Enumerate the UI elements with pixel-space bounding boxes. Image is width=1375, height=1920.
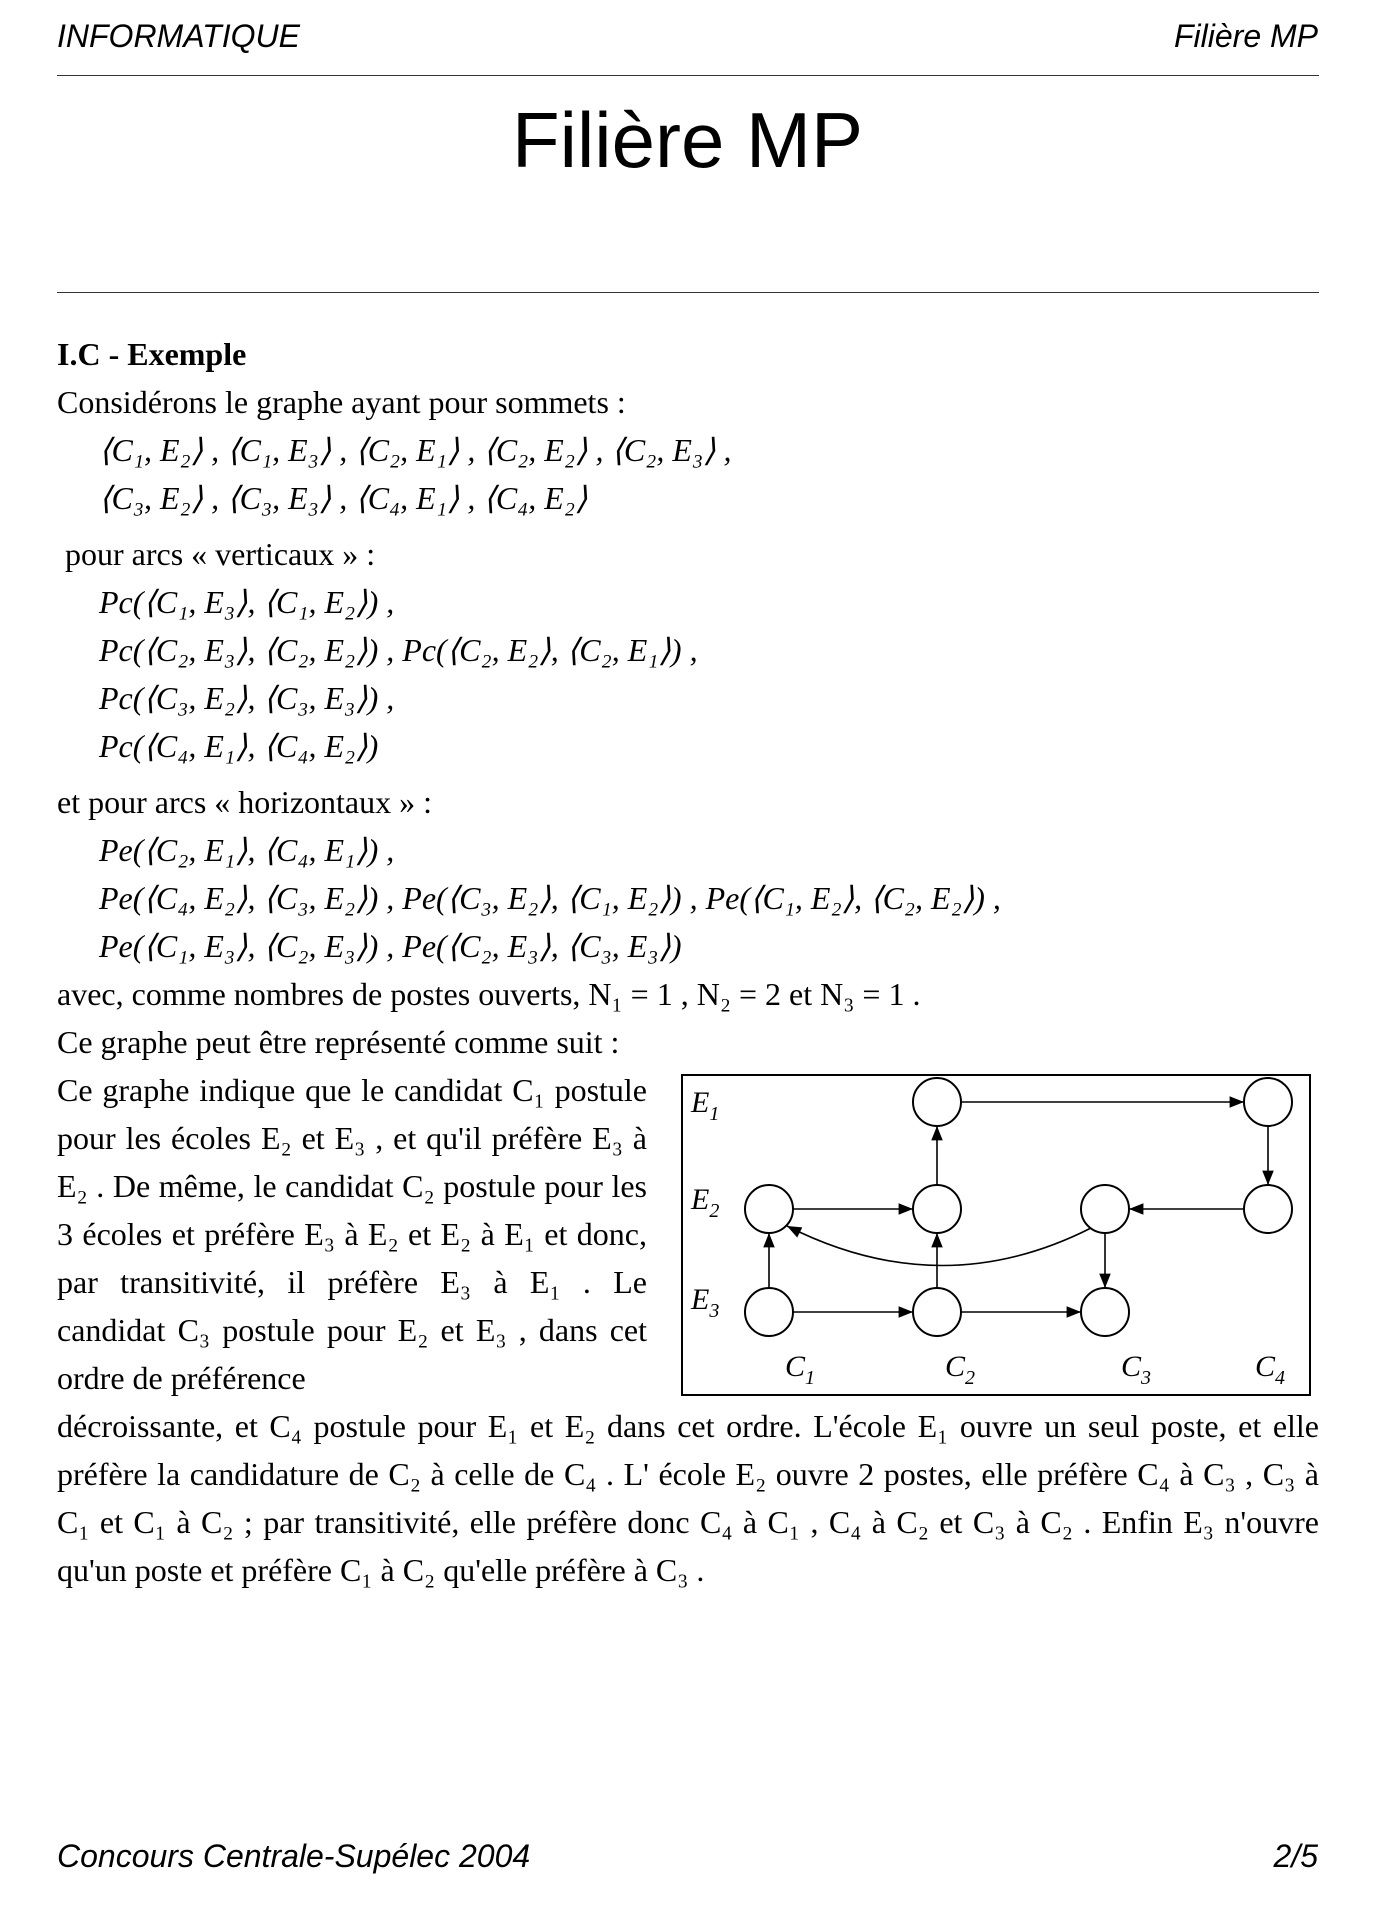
node-c4-e2 [1244, 1185, 1292, 1233]
horizontal-arcs-intro: et pour arcs « horizontaux » : [57, 784, 432, 820]
preference-graph [681, 1074, 1311, 1396]
node-c2-e1 [913, 1078, 961, 1126]
header-rule [57, 75, 1319, 76]
vertical-arc-line-4: Pc(⟨C₄, E₁⟩, ⟨C₄, E₂⟩) [99, 728, 379, 764]
vertices-line-2: ⟨C₃, E₂⟩ , ⟨C₃, E₃⟩ , ⟨C₄, E₁⟩ , ⟨C₄, E₂⟩ [99, 480, 588, 516]
vertical-arc-line-2: Pc(⟨C₂, E₃⟩, ⟨C₂, E₂⟩) , Pc(⟨C₂, E₂⟩, ⟨C₂, E₁⟩) , [99, 632, 698, 668]
section-heading: I.C - Exemple [57, 336, 247, 372]
title-rule [57, 292, 1319, 293]
col-label-c1: $C_1$ [785, 1350, 816, 1389]
vertical-arc-line-1: Pc(⟨C₁, E₃⟩, ⟨C₁, E₂⟩) , [99, 584, 395, 620]
representation-line: Ce graphe peut être représenté comme suit : [57, 1024, 620, 1060]
col-label-c4: $C_4$ [1255, 1350, 1286, 1389]
figure-section [57, 1066, 1319, 1466]
horizontal-arc-line-2: Pe(⟨C₄, E₂⟩, ⟨C₃, E₂⟩) , Pe(⟨C₃, E₂⟩, ⟨C₁, E₂⟩) , Pe(⟨C₁, E₂⟩, ⟨C₂, E₂⟩) , [99, 880, 1001, 916]
col-label-c3: $C_3$ [1121, 1350, 1152, 1389]
row-label-e3: $E_3$ [691, 1283, 720, 1322]
horizontal-arc-line-3: Pe(⟨C₁, E₃⟩, ⟨C₂, E₃⟩) , Pe(⟨C₂, E₃⟩, ⟨C₃, E₃⟩) [99, 928, 682, 964]
main-content [57, 330, 1319, 1594]
postes-line: avec, comme nombres de postes ouverts, N₁ = 1 , N₂ = 2 et N₃ = 1 . [57, 976, 921, 1012]
node-c3-e3 [1081, 1288, 1129, 1336]
intro-line: Considérons le graphe ayant pour sommets : [57, 384, 626, 420]
node-c3-e2 [1081, 1185, 1129, 1233]
header-track: Filière MP [1173, 18, 1318, 54]
row-label-e2: $E_2$ [691, 1183, 720, 1222]
page-title: Filière MP [511, 96, 864, 184]
col-label-c2: $C_2$ [945, 1350, 976, 1389]
node-c4-e1 [1244, 1078, 1292, 1126]
node-c1-e3 [745, 1288, 793, 1336]
graph-frame [682, 1075, 1310, 1395]
wrap-paragraph: Ce graphe indique que le candidat C₁ postule pour les écoles E₂ et E₃ , et qu'il préfère E₃ à E₂ . De même, le candidat C₂ postule pour les 3 écoles et préfère E₃ à E₂ et E₂ à E₁ et donc, par transitivité, il préfère E₃ à E₁ . Le candidat C₃ postule pour E₂ et E₃ , dans cet ordre de préférence [57, 1072, 647, 1396]
vertical-arcs-intro: pour arcs « verticaux » : [57, 536, 376, 572]
footer-contest: Concours Centrale-Supélec 2004 [57, 1838, 531, 1874]
footer-page: 2/5 [1273, 1838, 1318, 1874]
vertical-arc-line-3: Pc(⟨C₃, E₂⟩, ⟨C₃, E₃⟩) , [99, 680, 395, 716]
node-c2-e3 [913, 1288, 961, 1336]
row-label-e1: $E_1$ [691, 1086, 720, 1125]
node-c2-e2 [913, 1185, 961, 1233]
horizontal-arc-line-1: Pe(⟨C₂, E₁⟩, ⟨C₄, E₁⟩) , [99, 832, 395, 868]
node-c1-e2 [745, 1185, 793, 1233]
continuation-paragraph: décroissante, et C₄ postule pour E₁ et E₂ dans cet ordre. L'école E₁ ouvre un seul poste, et elle préfère la candidature de C₂ à celle de C₄ . L' école E₂ ouvre 2 postes, elle préfère C₄ à C₃ , C₃ à C₁ et C₁ à C₂ ; par transitivité, elle préfère donc C₄ à C₁ , C₄ à C₂ et C₃ à C₂ . Enfin E₃ n'ouvre qu'un poste et préfère C₁ à C₂ qu'elle préfère à C₃ . [57, 1408, 1319, 1588]
header-subject: INFORMATIQUE [57, 18, 300, 54]
vertices-line-1: ⟨C₁, E₂⟩ , ⟨C₁, E₃⟩ , ⟨C₂, E₁⟩ , ⟨C₂, E₂⟩ , ⟨C₂, E₃⟩ , [99, 432, 732, 468]
